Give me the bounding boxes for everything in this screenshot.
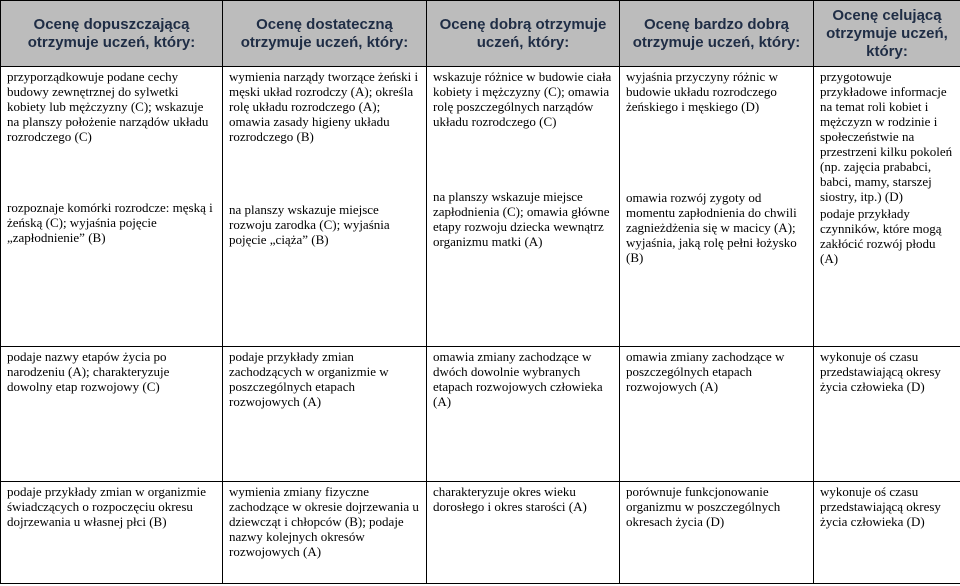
table-cell	[1, 67, 223, 347]
criterion-text: przyporządkowuje podane cechy budowy zewnętrznej do sylwetki kobiety lub mężczyzny (C); wskazuje na planszy położenie narządów układu rozrodczego (C)	[7, 69, 209, 144]
criterion-text: omawia rozwój zygoty od momentu zapłodnienia do chwili zagnieżdżenia się w macicy (A); wyjaśnia, jaką rolę pełni łożysko (B)	[626, 190, 797, 265]
table-row	[1, 482, 960, 584]
table-cell	[223, 67, 427, 347]
table-cell	[223, 482, 427, 584]
header-grade-3: Ocenę dostateczną otrzymuje uczeń, który:	[223, 1, 427, 67]
table-row	[1, 347, 960, 482]
table-cell	[814, 67, 960, 347]
table-cell	[814, 347, 960, 482]
criterion-text: wymienia narządy tworzące żeński i męski układ rozrodczy (A); określa rolę układu rozrodczego (A); omawia zasady higieny układu rozrodczego (B)	[229, 69, 419, 144]
criterion-text: porównuje funkcjonowanie organizmu w poszczególnych okresach życia (D)	[626, 484, 781, 529]
table-cell	[620, 482, 814, 584]
criterion-text: omawia zmiany zachodzące w poszczególnych etapach rozwojowych (A)	[626, 349, 785, 394]
criterion-text: podaje przykłady zmian w organizmie świadczących o rozpoczęciu okresu dojrzewania u własnej płci (B)	[7, 484, 207, 529]
table-cell	[1, 482, 223, 584]
criterion-text: podaje nazwy etapów życia po narodzeniu (A); charakteryzuje dowolny etap rozwojowy (C)	[7, 349, 170, 394]
table-cell	[427, 482, 620, 584]
criterion-text: rozpoznaje komórki rozrodcze: męską i żeńską (C); wyjaśnia pojęcie „zapłodnienie” (B)	[7, 200, 213, 245]
header-grade-6: Ocenę celującą otrzymuje uczeń, który:	[814, 1, 960, 67]
criterion-text: wymienia zmiany fizyczne zachodzące w okresie dojrzewania u dziewcząt i chłopców (B); podaje nazwy kolejnych okresów rozwojowych (A)	[229, 484, 419, 559]
table-cell	[427, 347, 620, 482]
criterion-text: charakteryzuje okres wieku dorosłego i okres starości (A)	[433, 484, 587, 514]
criterion-text: wyjaśnia przyczyny różnic w budowie układu rozrodczego żeńskiego i męskiego (D)	[626, 69, 778, 114]
header-grade-4: Ocenę dobrą otrzymuje uczeń, który:	[427, 1, 620, 67]
table-cell	[814, 482, 960, 584]
criterion-text: wykonuje oś czasu przedstawiającą okresy życia człowieka (D)	[820, 484, 941, 529]
header-grade-5: Ocenę bardzo dobrą otrzymuje uczeń, który:	[620, 1, 814, 67]
table-cell	[223, 347, 427, 482]
criterion-text: wskazuje różnice w budowie ciała kobiety i mężczyzny (C); omawia rolę poszczególnych narządów układu rozrodczego (C)	[433, 69, 612, 129]
table-cell	[1, 347, 223, 482]
table-cell	[427, 67, 620, 347]
criterion-text: na planszy wskazuje miejsce zapłodnienia (C); omawia główne etapy rozwoju dziecka wewnątrz organizmu matki (A)	[433, 189, 610, 249]
criterion-text: przygotowuje przykładowe informacje na temat roli kobiet i mężczyzn w rodzinie i społeczeństwie na przestrzeni kilku pokoleń (np. zajęcia prababci, babci, mamy, starszej siostry, itp.) (D)	[820, 69, 953, 204]
criterion-text: wykonuje oś czasu przedstawiającą okresy życia człowieka (D)	[820, 349, 941, 394]
table-cell	[620, 347, 814, 482]
criterion-text: podaje przykłady czynników, które mogą zakłócić rozwój płodu (A)	[820, 206, 942, 266]
table-cell	[620, 67, 814, 347]
table-row	[1, 67, 960, 347]
criterion-text: omawia zmiany zachodzące w dwóch dowolnie wybranych etapach rozwojowych człowieka (A)	[433, 349, 603, 409]
header-row	[1, 1, 960, 67]
criterion-text: podaje przykłady zmian zachodzących w organizmie w poszczególnych etapach rozwojowych (A)	[229, 349, 389, 409]
criterion-text: na planszy wskazuje miejsce rozwoju zarodka (C); wyjaśnia pojęcie „ciąża” (B)	[229, 202, 390, 247]
header-grade-2: Ocenę dopuszczającą otrzymuje uczeń, który:	[1, 1, 223, 67]
